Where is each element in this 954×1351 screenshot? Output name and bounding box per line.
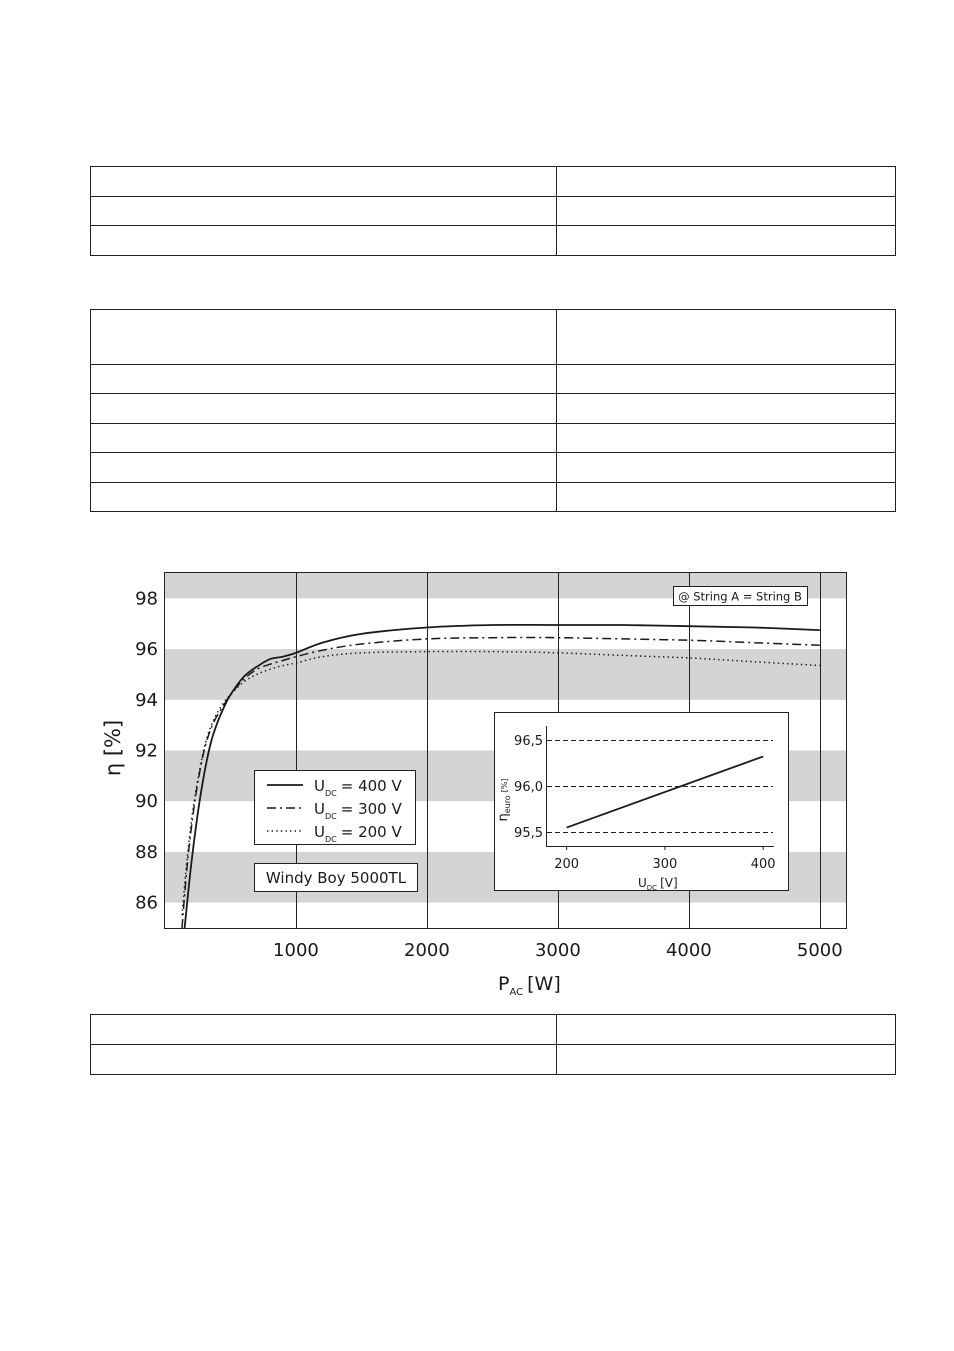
annotation-text: @ String A = String B <box>678 589 802 604</box>
product-label-box <box>255 864 418 892</box>
spec-table-middle <box>90 309 896 512</box>
inset-x-label-main: U <box>638 876 647 890</box>
table-cell <box>557 365 896 394</box>
inset-y-tick-label: 96,5 <box>514 733 543 749</box>
legend-label-main: U <box>314 777 325 795</box>
x-tick-label: 5000 <box>796 940 843 961</box>
y-tick-label: 86 <box>135 892 158 914</box>
legend-label-main: U <box>314 823 325 841</box>
legend-label-sub: DC <box>324 812 337 821</box>
x-tick-label: 1000 <box>273 940 319 961</box>
table-cell <box>557 197 896 226</box>
x-axis-label-unit: [W] <box>527 973 561 995</box>
inset-y-tick-label: 95,5 <box>514 826 543 842</box>
spec-table-bottom <box>90 1014 896 1075</box>
y-tick-label: 90 <box>135 791 158 813</box>
table-cell <box>91 310 557 365</box>
table-cell <box>91 365 557 394</box>
y-tick-label: 92 <box>135 740 158 762</box>
table-cell <box>91 394 557 424</box>
inset-y-label-main: η <box>496 813 511 822</box>
x-tick-label: 4000 <box>665 940 712 961</box>
table-cell <box>557 167 896 197</box>
inset-x-label-unit: [V] <box>660 876 678 890</box>
x-axis-ticks <box>273 940 843 961</box>
x-tick-label: 2000 <box>404 940 450 961</box>
legend <box>255 771 416 845</box>
legend-label-rest: = 400 V <box>340 777 402 795</box>
product-label: Windy Boy 5000TL <box>265 869 407 887</box>
x-axis-label-sub: AC <box>509 987 524 998</box>
table-cell <box>557 226 896 256</box>
inset-x-tick-label: 200 <box>554 857 580 872</box>
y-tick-label: 94 <box>135 689 158 711</box>
table-cell <box>557 1045 896 1075</box>
inset-y-tick-label: 96,0 <box>514 780 543 795</box>
table-cell <box>91 226 557 256</box>
spec-table-top <box>90 166 896 256</box>
legend-label-sub: DC <box>324 789 337 798</box>
inset-x-label-sub: DC <box>646 884 658 892</box>
legend-label-rest: = 200 V <box>340 823 402 841</box>
inset-y-label-unit: [%] <box>500 778 509 793</box>
table-cell <box>91 197 557 226</box>
table-cell <box>91 453 557 483</box>
y-tick-label: 98 <box>135 588 158 610</box>
inset-x-tick-label: 300 <box>652 857 678 872</box>
legend-label-main: U <box>314 800 325 818</box>
table-cell <box>91 424 557 453</box>
table-cell <box>557 453 896 483</box>
svg-text:PAC[W] <box>498 973 561 998</box>
y-tick-label: 88 <box>135 841 158 863</box>
x-axis-label <box>498 973 561 998</box>
table-cell <box>557 310 896 365</box>
table-cell <box>91 1015 557 1045</box>
inset-x-tick-label: 400 <box>750 857 776 872</box>
annotation-box <box>674 587 808 606</box>
legend-label-sub: DC <box>324 835 337 844</box>
inset-y-label-sub: euro <box>503 795 512 814</box>
table-cell <box>557 1015 896 1045</box>
efficiency-chart <box>0 555 954 1005</box>
y-axis-label: η [%] <box>101 719 125 777</box>
y-tick-label: 96 <box>135 639 158 661</box>
inset-chart <box>495 713 789 893</box>
x-tick-label: 3000 <box>534 940 581 961</box>
table-cell <box>557 394 896 424</box>
x-axis-label-main: P <box>498 973 510 995</box>
table-cell <box>557 424 896 453</box>
shaded-band <box>165 649 846 700</box>
table-cell <box>91 167 557 197</box>
y-axis-ticks <box>135 588 158 913</box>
table-cell <box>557 483 896 512</box>
legend-label-rest: = 300 V <box>340 800 402 818</box>
table-cell <box>91 1045 557 1075</box>
table-cell <box>91 483 557 512</box>
